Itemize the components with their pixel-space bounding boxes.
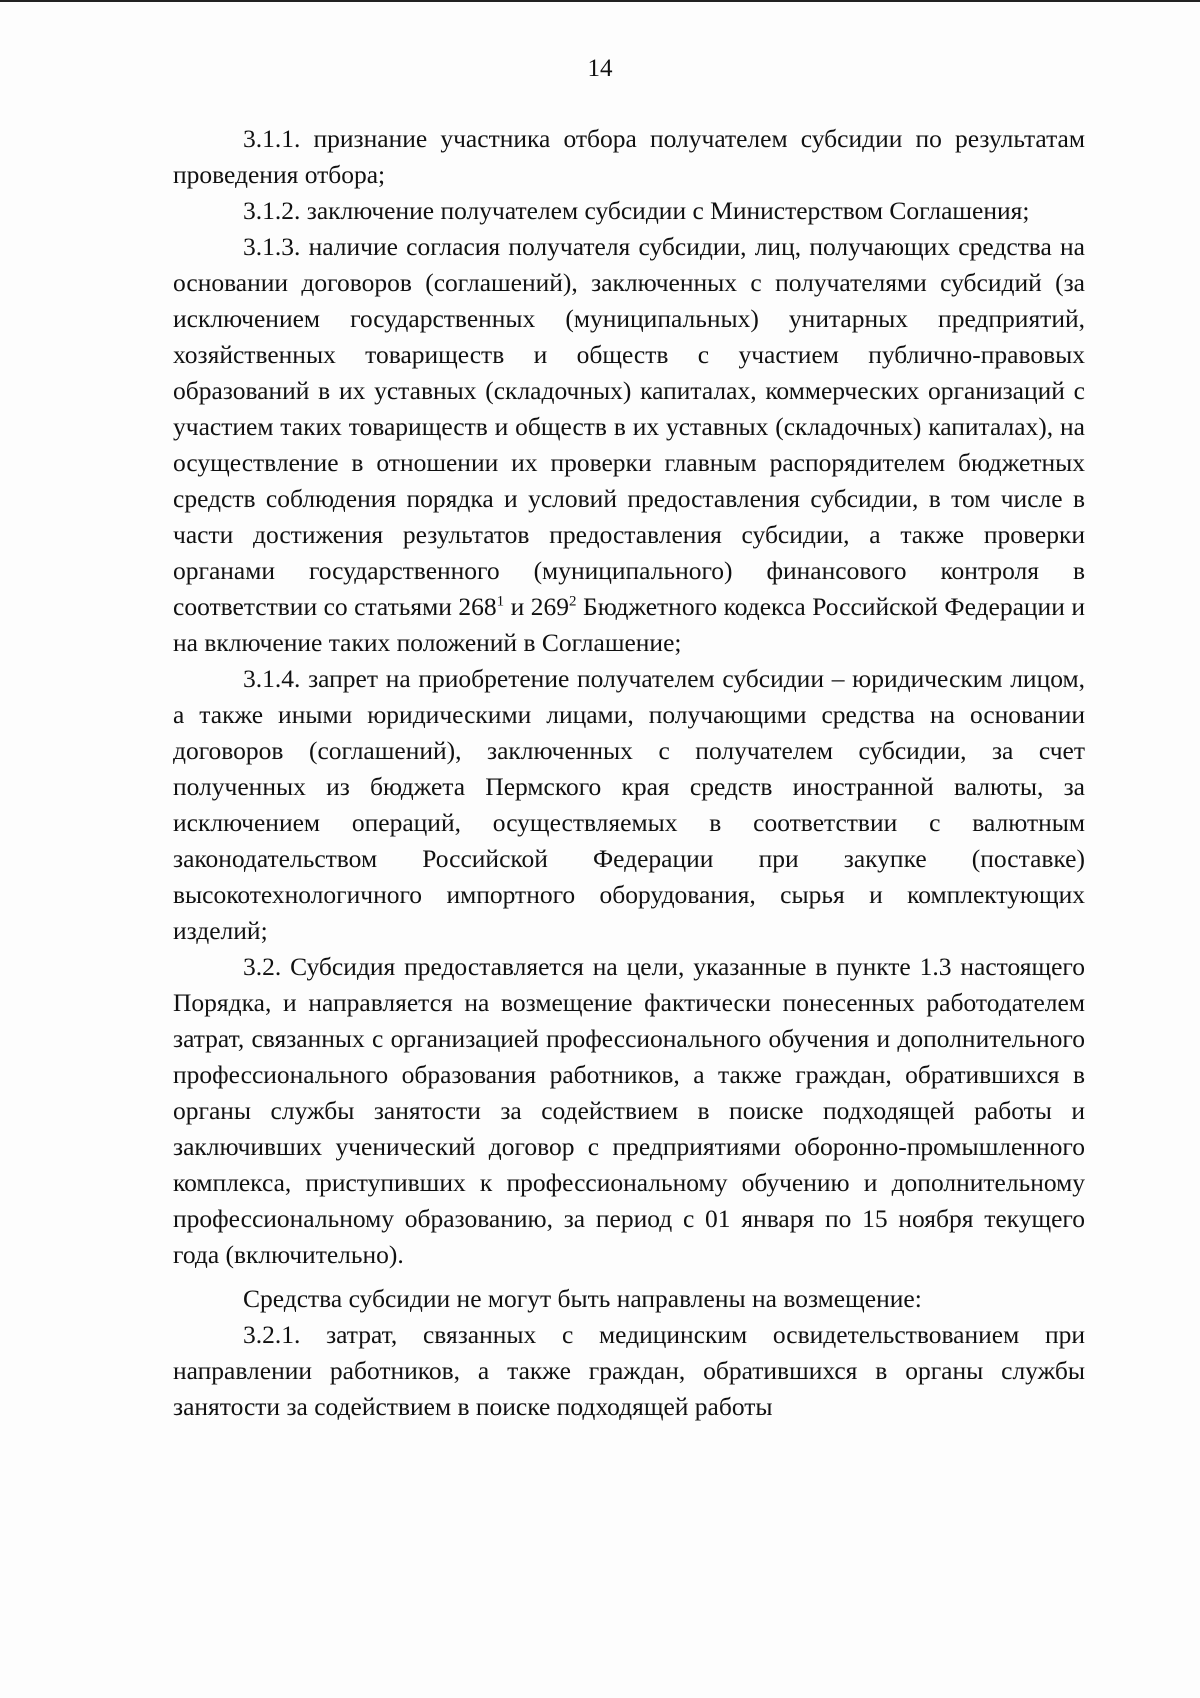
paragraph-3-1-3-text-a: 3.1.3. наличие согласия получателя субсидии, лиц, получающих средства на основании договоров (соглашений), заключенных с получателями субсидий (за исключением государственных (муниципальных) унитарных предприятий, хозяйственных товариществ и обществ с участием публично-правовых образований в их уставных (складочных) капиталах, коммерческих организаций с участием таких товариществ и обществ в их уставных (складочных) капиталах), на осуществление в отношении их проверки главным распорядителем бюджетных средств соблюдения порядка и условий предоставления субсидии, в том числе в части достижения результатов предоставления субсидии, а также проверки органами государственного (муниципального) финансового контроля в соответствии со статьями 268 [173, 232, 1085, 621]
document-body [173, 121, 1085, 1425]
paragraph-3-1-1: 3.1.1. признание участника отбора получателем субсидии по результатам проведения отбора; [173, 124, 1085, 189]
paragraph-3-1-3 [173, 229, 1085, 661]
paragraph-funds-restriction: Средства субсидии не могут быть направлены на возмещение: [243, 1284, 922, 1313]
paragraph-3-1-2: 3.1.2. заключение получателем субсидии с Министерством Соглашения; [243, 196, 1030, 225]
paragraph-3-1-4: 3.1.4. запрет на приобретение получателем субсидии – юридическим лицом, а также иными юридическими лицами, получающими средства на основании договоров (соглашений), заключенных с получателем субсидии, за счет полученных из бюджета Пермского края средств иностранной валюты, за исключением операций, осуществляемых в соответствии с валютным законодательством Российской Федерации при закупке (поставке) высокотехнологичного импортного оборудования, сырья и комплектующих изделий; [173, 664, 1085, 945]
superscript-2: 2 [569, 593, 577, 610]
paragraph-3-2: 3.2. Субсидия предоставляется на цели, указанные в пункте 1.3 настоящего Порядка, и направляется на возмещение фактически понесенных работодателем затрат, связанных с организацией профессионального обучения и дополнительного профессионального образования работников, а также граждан, обратившихся в органы службы занятости за содействием в поиске подходящей работы и заключивших ученический договор с предприятиями оборонно-промышленного комплекса, приступивших к профессиональному обучению и дополнительному профессиональному образованию, за период с 01 января по 15 ноября текущего года (включительно). [173, 952, 1085, 1269]
paragraph-3-2-1: 3.2.1. затрат, связанных с медицинским освидетельствованием при направлении работников, а также граждан, обратившихся в органы службы занятости за содействием в поиске подходящей работы [173, 1320, 1085, 1421]
page-top-border [0, 0, 1200, 2]
paragraph-3-1-3-text-c: Бюджетного кодекса Российской Федерации и на включение таких положений в Соглашение; [173, 592, 1085, 657]
paragraph-3-1-3-text-b: и 269 [504, 592, 570, 621]
page-number: 14 [587, 55, 613, 82]
superscript-1: 1 [496, 593, 505, 610]
